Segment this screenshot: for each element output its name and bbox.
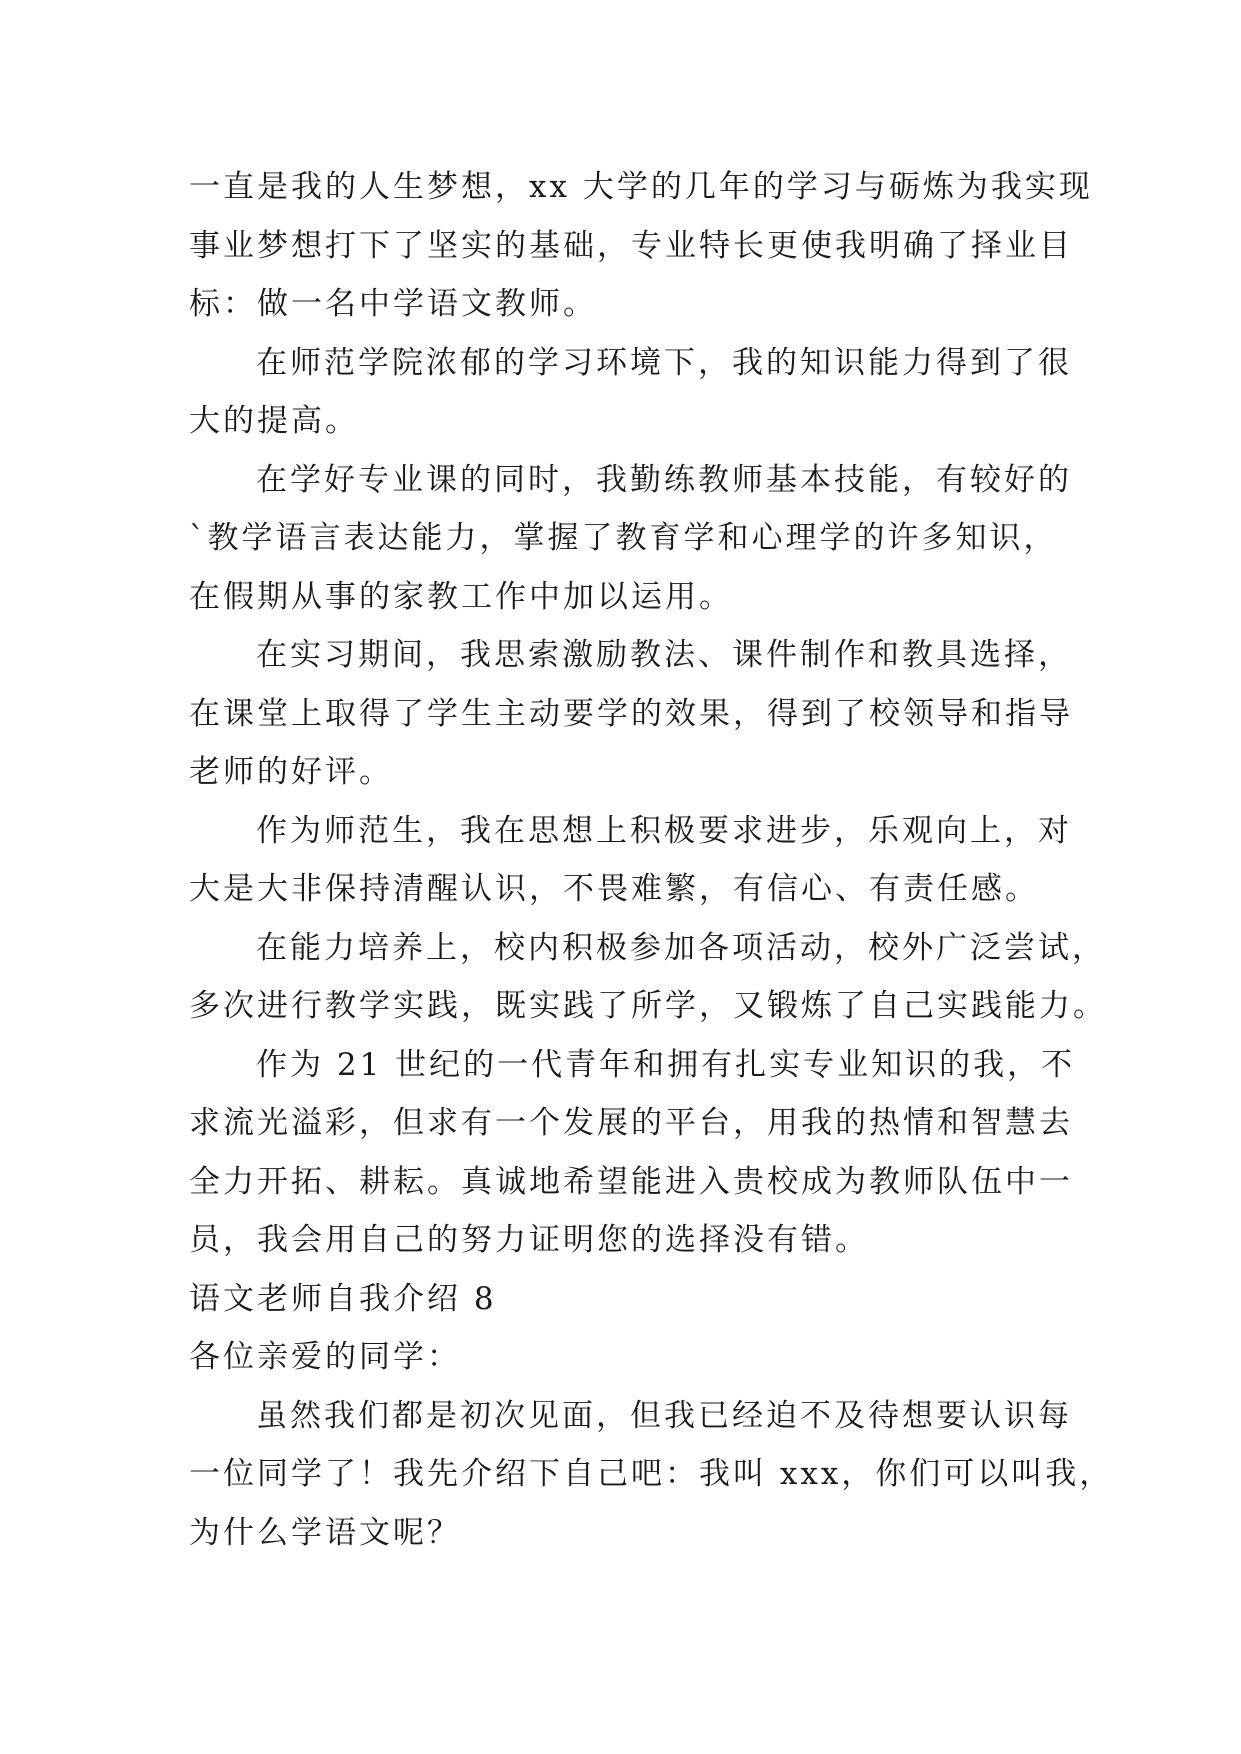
text-line: 求流光溢彩，但求有一个发展的平台，用我的热情和智慧去 (189, 1105, 1073, 1141)
text-line: 标：做一名中学语文教师。 (189, 286, 597, 322)
text-line: 在能力培养上，校内积极参加各项活动，校外广泛尝试， (256, 929, 1106, 966)
text-line: 老师的好评。 (189, 754, 393, 790)
text-line: 在师范学院浓郁的学习环境下，我的知识能力得到了很 (256, 344, 1072, 381)
text-line: 为什么学语文呢？ (189, 1514, 461, 1551)
text-line: 作为师范生，我在思想上积极要求进步，乐观向上，对 (256, 812, 1072, 849)
text-line: 各位亲爱的同学： (189, 1339, 461, 1375)
text-line: 全力开拓、耕耘。真诚地希望能进入贵校成为教师队伍中一 (189, 1163, 1073, 1200)
text-line: 大的提高。 (189, 403, 359, 439)
text-line: 事业梦想打下了坚实的基础，专业特长更使我明确了择业目 (189, 227, 1073, 264)
text-line: 一直是我的人生梦想，xx 大学的几年的学习与砺炼为我实现 (189, 169, 1093, 205)
text-line: 在学好专业课的同时，我勤练教师基本技能，有较好的 (256, 461, 1072, 498)
text-line: 一位同学了！我先介绍下自己吧：我叫 xxx，你们可以叫我， (189, 1456, 1114, 1492)
text-line: 虽然我们都是初次见面，但我已经迫不及待想要认识每 (256, 1397, 1072, 1434)
text-line: 员，我会用自己的努力证明您的选择没有错。 (189, 1222, 869, 1258)
text-line: 在课堂上取得了学生主动要学的效果，得到了校领导和指导 (189, 695, 1073, 732)
text-line: 作为 21 世纪的一代青年和拥有扎实专业知识的我，不 (256, 1046, 1076, 1083)
text-line: 语文老师自我介绍 8 (189, 1280, 497, 1317)
text-line: 大是大非保持清醒认识，不畏难繁，有信心、有责任感。 (189, 871, 1039, 907)
text-line: 多次进行教学实践，既实践了所学，又锻炼了自己实践能力。 (189, 988, 1107, 1024)
text-line: `教学语言表达能力，掌握了教育学和心理学的许多知识， (189, 520, 1058, 556)
document-body (189, 158, 1114, 1562)
text-line: 在实习期间，我思索激励教法、课件制作和教具选择， (256, 637, 1072, 673)
text-line: 在假期从事的家教工作中加以运用。 (189, 578, 733, 615)
